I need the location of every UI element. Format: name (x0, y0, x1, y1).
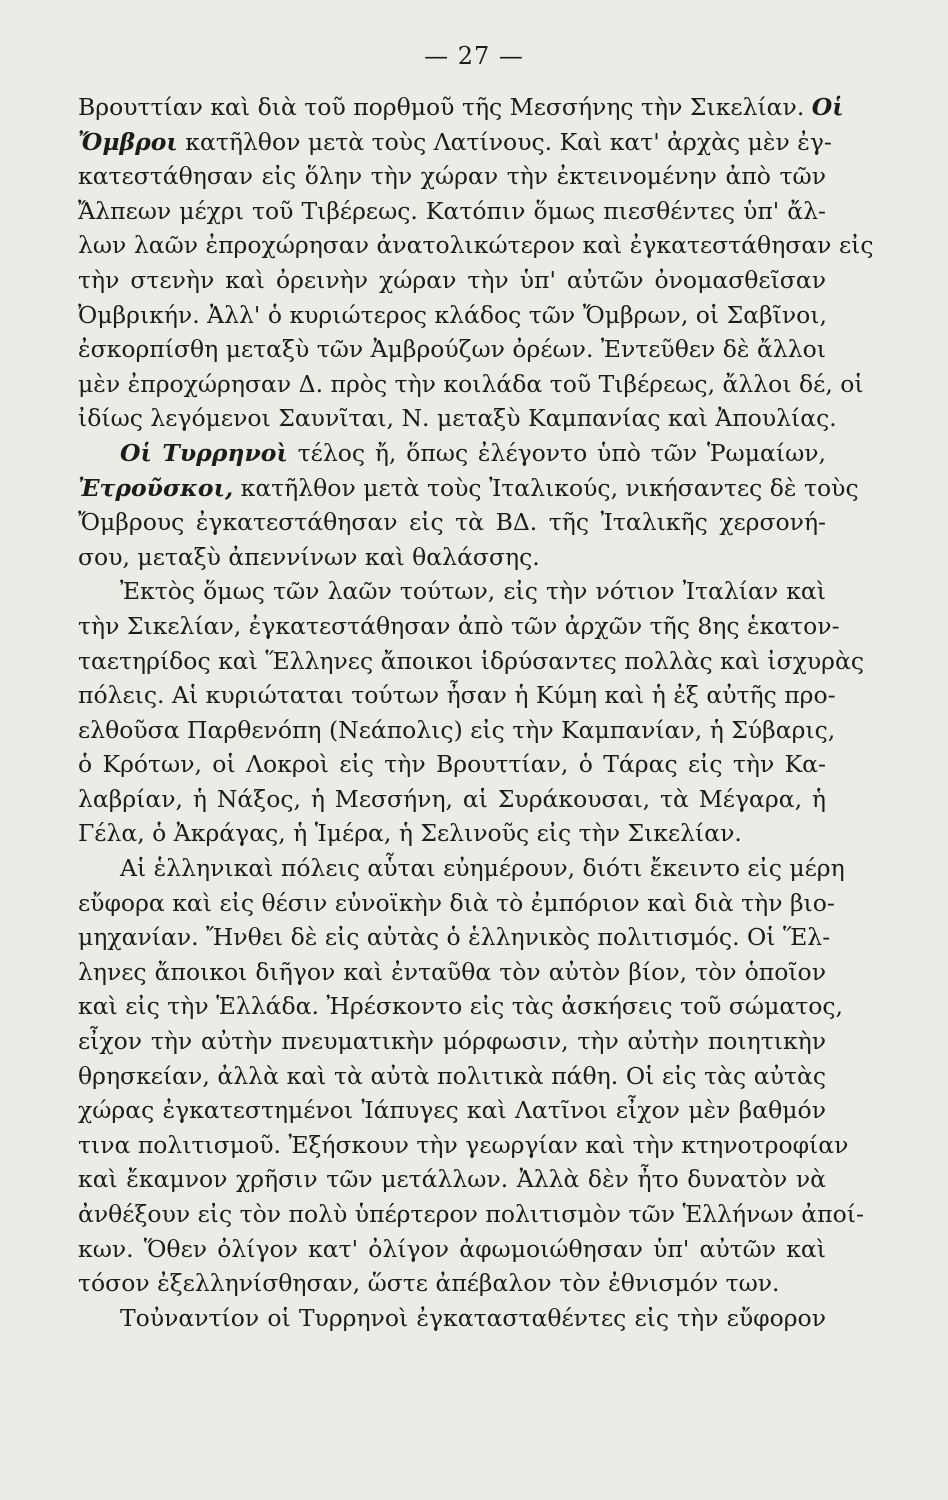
text-line (78, 1232, 826, 1267)
text-line (78, 816, 826, 851)
text-segment: θρησκείαν, ἀλλὰ καὶ τὰ αὐτὰ πολιτικὰ πάθη. Οἱ εἰς τὰς αὐτὰς (78, 1061, 826, 1090)
emphasized-term: Ὄμβροι (78, 127, 178, 156)
text-segment: τέλος ἤ, ὅπως ἐλέγοντο ὑπὸ τῶν Ῥωμαίων, (287, 438, 826, 467)
text-segment: λαβρίαν, ἡ Νάξος, ἡ Μεσσήνη, αἱ Συράκουσαι, τὰ Μέγαρα, ἡ (78, 784, 826, 813)
text-segment: πόλεις. Αἱ κυριώταται τούτων ἦσαν ἡ Κύμη καὶ ἡ ἐξ αὐτῆς προ- (78, 681, 836, 710)
text-segment: εὔφορα καὶ εἰς θέσιν εὐνοϊκὴν διὰ τὸ ἐμπόριον καὶ διὰ τὴν βιο- (78, 888, 835, 917)
emphasized-term: Οἱ (811, 93, 844, 121)
emphasized-term: Οἱ Τυρρηνοὶ (120, 438, 288, 467)
page-number: — 27 — (424, 42, 524, 70)
text-segment: μηχανίαν. Ἤνθει δὲ εἰς αὐτὰς ὁ ἑλληνικὸς πολιτισμός. Οἱ Ἕλ- (78, 923, 831, 952)
text-segment: καὶ εἰς τὴν Ἑλλάδα. Ἠρέσκοντο εἰς τὰς ἀσκήσεις τοῦ σώματος, (78, 992, 844, 1021)
text-line (78, 678, 836, 713)
text-line (78, 1162, 826, 1197)
text-segment: κατῆλθον μετὰ τοὺς Λατίνους. Καὶ κατ' ἀρχὰς μὲν ἐγ- (177, 127, 832, 156)
text-line (78, 367, 864, 402)
text-line (78, 1266, 826, 1301)
text-segment: κατεστάθησαν εἰς ὅλην τὴν χώραν τὴν ἐκτεινομένην ἀπὸ τῶν (78, 162, 826, 191)
text-line (78, 401, 837, 436)
text-line (78, 436, 826, 471)
text-segment: ελθοῦσα Παρθενόπη (Νεάπολις) εἰς τὴν Καμπανίαν, ἡ Σύβαρις, (78, 715, 836, 744)
text-segment: καὶ ἔκαμνον χρῆσιν τῶν μετάλλων. Ἀλλὰ δὲν ἦτο δυνατὸν νὰ (78, 1165, 826, 1194)
text-segment: ἀνθέξουν εἰς τὸν πολὺ ὑπέρτερον πολιτισμὸν τῶν Ἑλλήνων ἀποί- (78, 1200, 864, 1228)
text-line (78, 471, 859, 506)
text-line (78, 1301, 826, 1336)
text-line (78, 298, 826, 333)
text-segment: Ὀμβρικήν. Ἀλλ' ὁ κυριώτερος κλάδος τῶν Ὄμβρων, οἱ Σαβῖνοι, (78, 300, 828, 329)
text-line (78, 540, 826, 575)
text-line (78, 332, 826, 367)
text-line (78, 228, 874, 263)
text-line (78, 920, 831, 955)
text-segment: τὴν Σικελίαν, ἐγκατεστάθησαν ἀπὸ τῶν ἀρχῶν τῆς 8ης ἑκατον- (78, 611, 840, 640)
emphasized-term: Ἐτροῦσκοι, (78, 473, 234, 502)
text-line (78, 851, 845, 886)
text-segment: σου, μεταξὺ ἀπεννίνων καὶ θαλάσσης. (78, 542, 540, 571)
text-line (78, 782, 826, 817)
text-line (78, 159, 826, 194)
text-line (78, 90, 844, 125)
text-segment: Βρουττίαν καὶ διὰ τοῦ πορθμοῦ τῆς Μεσσήνης τὴν Σικελίαν. (78, 93, 812, 121)
body-text (78, 90, 874, 1335)
text-segment: ἰδίως λεγόμενοι Σαυνῖται, Ν. μεταξὺ Καμπανίας καὶ Ἀπουλίας. (78, 404, 837, 433)
text-segment: χώρας ἐγκατεστημένοι Ἰάπυγες καὶ Λατῖνοι εἶχον μὲν βαθμόν (78, 1096, 826, 1125)
text-segment: ταετηρίδος καὶ Ἕλληνες ἄποικοι ἱδρύσαντες πολλὰς καὶ ἰσχυρὰς (78, 646, 865, 675)
text-line (78, 1024, 826, 1059)
text-segment: τινα πολιτισμοῦ. Ἐξήσκουν τὴν γεωργίαν καὶ τὴν κτηνοτροφίαν (78, 1130, 849, 1159)
text-segment: Τοὐναντίον οἱ Τυρρηνοὶ ἐγκατασταθέντες εἰς τὴν εὔφορον (120, 1303, 826, 1332)
text-line (78, 747, 826, 782)
text-line (78, 505, 826, 540)
text-segment: Ἐκτὸς ὅμως τῶν λαῶν τούτων, εἰς τὴν νότιον Ἰταλίαν καὶ (120, 577, 826, 606)
text-line (78, 1093, 826, 1128)
text-segment: Ὄμβρους ἐγκατεστάθησαν εἰς τὰ ΒΔ. τῆς Ἰταλικῆς χερσονή- (78, 508, 826, 537)
text-segment: κων. Ὅθεν ὀλίγον κατ' ὀλίγον ἀφωμοιώθησαν ὑπ' αὐτῶν καὶ (78, 1234, 826, 1263)
text-segment: ληνες ἄποικοι διῆγον καὶ ἐνταῦθα τὸν αὐτὸν βίον, τὸν ὁποῖον (78, 957, 826, 986)
text-segment: ἐσκορπίσθη μεταξὺ τῶν Ἀμβρούζων ὀρέων. Ἐντεῦθεν δὲ ἄλλοι (78, 335, 827, 364)
text-line (78, 125, 832, 160)
text-line (78, 1197, 864, 1232)
text-line (78, 609, 840, 644)
text-segment: εἶχον τὴν αὐτὴν πνευματικὴν μόρφωσιν, τὴν αὐτὴν ποιητικὴν (78, 1027, 826, 1056)
text-segment: τόσον ἐξελληνίσθησαν, ὥστε ἀπέβαλον τὸν ἐθνισμόν των. (78, 1269, 780, 1298)
text-segment: Ἄλπεων μέχρι τοῦ Τιβέρεως. Κατόπιν ὅμως πιεσθέντες ὑπ' ἄλ- (78, 196, 826, 225)
text-segment: Γέλα, ὁ Ἀκράγας, ἡ Ἱμέρα, ἡ Σελινοῦς εἰς τὴν Σικελίαν. (78, 819, 742, 848)
text-line (78, 263, 826, 298)
text-line (78, 989, 844, 1024)
text-line (78, 713, 836, 748)
text-segment: τὴν στενὴν καὶ ὀρεινὴν χώραν τὴν ὑπ' αὐτῶν ὀνομασθεῖσαν (78, 265, 826, 294)
text-segment: μὲν ἐπροχώρησαν Δ. πρὸς τὴν κοιλάδα τοῦ Τιβέρεως, ἄλλοι δέ, οἱ (78, 369, 864, 398)
text-segment: κατῆλθον μετὰ τοὺς Ἰταλικούς, νικήσαντες δὲ τοὺς (233, 473, 859, 502)
text-line (78, 194, 826, 229)
text-segment: Αἱ ἑλληνικαὶ πόλεις αὗται εὐημέρουν, διότι ἔκειντο εἰς μέρη (120, 854, 845, 883)
text-line (78, 1128, 849, 1163)
text-line (78, 574, 826, 609)
text-segment: ὁ Κρότων, οἱ Λοκροὶ εἰς τὴν Βρουττίαν, ὁ Τάρας εἰς τὴν Κα- (78, 750, 826, 779)
text-line (78, 1059, 826, 1094)
text-line (78, 955, 826, 990)
text-line (78, 886, 835, 921)
text-line (78, 644, 865, 679)
text-segment: λων λαῶν ἐπροχώρησαν ἀνατολικώτερον καὶ ἐγκατεστάθησαν εἰς (78, 231, 874, 260)
